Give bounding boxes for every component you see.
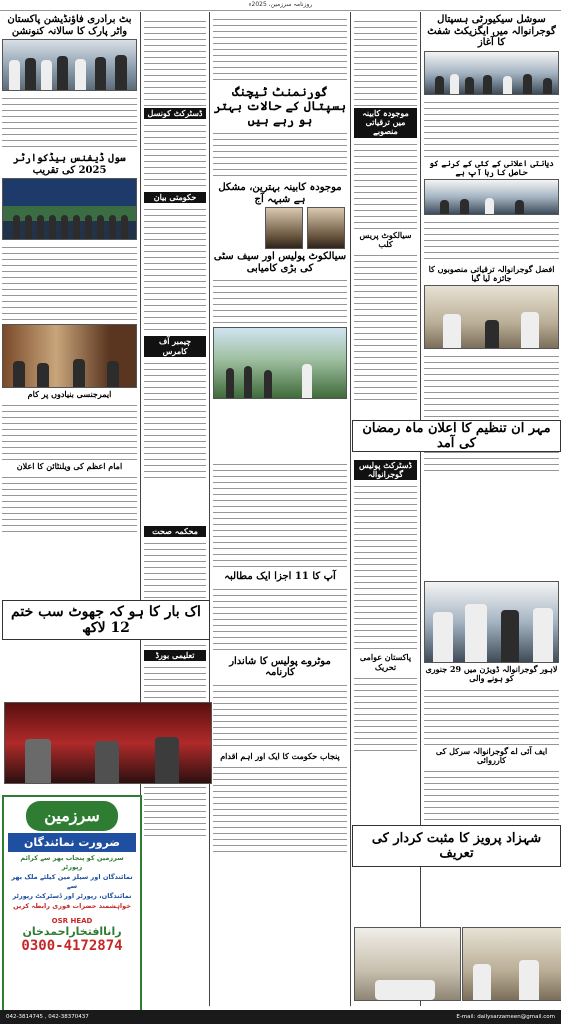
ad-text: نمائندگان، رپورٹر اور ڈسٹرکٹ رپورٹر: [12, 892, 132, 900]
recruitment-ad: [2, 795, 142, 1014]
portrait-photo: [265, 207, 303, 249]
headline: محکمہ صحت: [144, 526, 206, 537]
article-text: [424, 685, 559, 745]
article-text: [213, 584, 347, 654]
center-column: [211, 12, 349, 1006]
article-text: [354, 250, 417, 400]
banner-headline: شہزاد پرویز کا مثبت کردار کی تعریف: [352, 825, 561, 867]
headline: حکومتی بیان: [144, 192, 206, 203]
headline: ایمرجنسی بنیادوں پر کام: [27, 389, 112, 399]
footer-bar: [0, 1010, 561, 1024]
ad-contact-name: راناافتخاراحمدخان: [22, 925, 122, 938]
masthead-date: روزنامہ سرزمین، 2025ء: [0, 0, 561, 11]
news-photo: [462, 927, 561, 1001]
headline: سیالکوٹ پریس کلب: [359, 229, 412, 249]
news-photo: [2, 178, 137, 240]
headline: افضل گوجرانوالہ ترقیاتی منصوبوں کا جائزہ لیا گیا: [428, 263, 555, 284]
headline: ایف آئی اے گوجرانوالہ سرکل کی کارروائی: [435, 745, 548, 765]
news-photo: [424, 51, 559, 95]
article-text: [144, 120, 206, 190]
article-text: [144, 16, 206, 106]
headline: ڈسٹرکٹ کونسل: [144, 108, 206, 119]
ad-logo: سرزمین: [26, 801, 118, 831]
headline: سیالکوٹ پولیس اور سیف سٹی کی بڑی کامیابی: [213, 251, 347, 274]
article-text: [354, 673, 417, 753]
article-text: [424, 217, 559, 263]
article-text: [424, 351, 559, 471]
article-text: [213, 275, 347, 325]
news-photo: [424, 285, 559, 349]
banner-headline: مہر ان تنظیم کا اعلان ماہ رمضان کی آمد: [352, 420, 561, 452]
article-text: [2, 242, 137, 322]
portrait-photo: [307, 207, 345, 249]
article-text: [354, 16, 417, 106]
headline: آپ کا 11 اجزا ایک مطالبہ: [224, 571, 336, 583]
headline: تعلیمی بورڈ: [144, 650, 206, 661]
left-column: [0, 12, 139, 794]
footer-email: E-mail: dailysarzameen@gmail.com: [456, 1014, 555, 1020]
headline: موجودہ کابینہ میں ترقیاتی منصوبے: [354, 108, 417, 138]
article-text: [424, 97, 559, 157]
headline: پنجاب حکومت کا ایک اور اہم اقدام: [220, 750, 340, 761]
news-photo: [354, 927, 461, 1001]
article-text: [213, 128, 347, 180]
headline: دیانتی اعلانی کے کئی کے کرنے کو حاصل کا رہا آپ ہے: [429, 157, 554, 177]
headline: گورنمنٹ ٹیچنگ ہسپتال کے حالات بہتر ہو رہے ہیں: [213, 85, 347, 127]
news-photo: [2, 39, 137, 91]
article-text: [213, 459, 347, 569]
news-photo: [2, 324, 137, 388]
article-text: [213, 14, 347, 84]
footer-phones: 042-3814745 , 042-38370437: [6, 1014, 89, 1020]
article-text: [424, 766, 559, 824]
article-text: [144, 204, 206, 334]
news-photo: [424, 581, 559, 663]
ad-text: سرزمین کو پنجاب بھر سے کرائم رپورٹر: [20, 854, 124, 871]
column-rule: [350, 12, 351, 1006]
article-text: [2, 472, 137, 532]
headline: ڈسٹرکٹ پولیس گوجرانوالہ: [354, 460, 417, 480]
headline: امام اعظم کی ویلنٹائن کا اعلان: [16, 461, 123, 472]
headline: بٹ برادری فاؤنڈیشن پاکستان واٹر پارک کا سالانہ کنونشن: [7, 14, 132, 37]
headline: چیمبر آف کامرس: [144, 336, 206, 356]
ad-contact-label: OSR HEAD: [51, 917, 93, 925]
article-text: [213, 762, 347, 852]
article-text: [354, 481, 417, 651]
news-photo: [4, 702, 212, 784]
article-text: [144, 358, 206, 478]
ad-text: نمائندگان اور سیلز مین کیلئے ملک بھر سے: [11, 873, 133, 890]
headline: موٹروے پولیس کا شاندار کارنامہ: [229, 655, 331, 679]
news-photo: [424, 179, 559, 215]
portrait-row: [215, 207, 345, 249]
headline: پاکستان عوامی تحریک: [359, 652, 412, 672]
banner-headline: اک بار کا ہو کہ جھوٹ سب ختم 12 لاکھ: [2, 600, 210, 640]
ad-text: خواہشمند حضرات فوری رابطہ کریں: [13, 902, 131, 910]
headline: لاہور گوجرانوالہ ڈویژن میں 29 جنوری کو ہونے والی: [425, 664, 558, 684]
news-photo: [213, 327, 347, 399]
article-text: [2, 400, 137, 460]
headline: سوشل سیکیورٹی ہسپتال گوجرانوالہ میں ایگزیکٹ شفٹ کا آغاز: [427, 14, 556, 48]
mid-left-column: [142, 12, 208, 1006]
column-rule: [209, 12, 210, 1006]
headline: سول ڈیفنس ہیڈکوارٹر 2025 کی تقریب: [13, 153, 126, 176]
article-text: [213, 680, 347, 750]
ad-phone-number: 0300-4172874: [21, 938, 123, 954]
article-text: [2, 93, 137, 151]
headline: موجودہ کابینہ بہترین، مشکل ہے شبہہ آج: [218, 182, 342, 205]
article-text: [354, 139, 417, 229]
ad-title: ضرورت نمائندگان: [8, 833, 136, 852]
